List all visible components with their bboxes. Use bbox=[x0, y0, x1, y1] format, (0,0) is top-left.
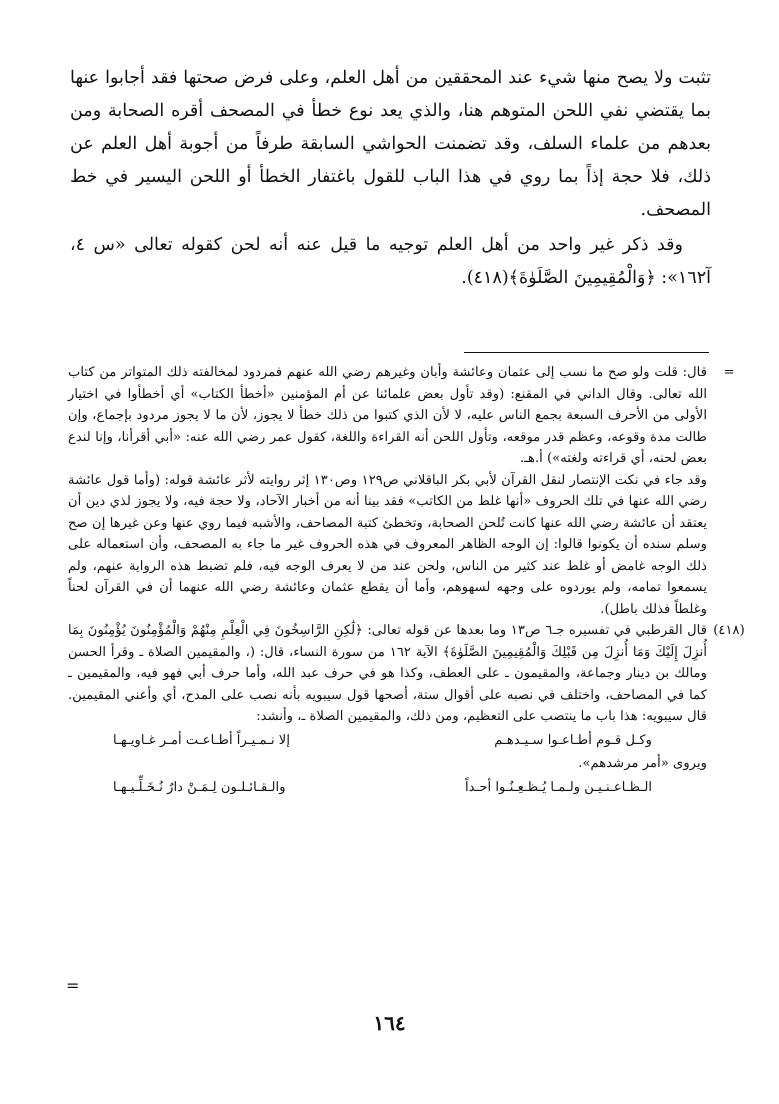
footnote-number: (٤١٨) bbox=[713, 623, 745, 638]
footnotes bbox=[68, 362, 749, 800]
verse-variant-note: ويروى «أمر مرشدهم». bbox=[578, 756, 707, 771]
verse-1-first-hemistich: وكـل قـوم أطـاعـوا سـيـدهـم bbox=[494, 732, 652, 748]
continuation-marker: = bbox=[723, 365, 735, 380]
verse-2-first-hemistich: الـظـاعـنـيـن ولـمـا يُـظـعِـنُـوا أحـداً bbox=[464, 779, 652, 795]
footnote-418-text: قال القرطبي في تفسيره جـ٦ ص١٣ وما بعدها عن قوله تعالى: ﴿لَٰكِنِ الرَّاسِخُونَ فِي الْعِلْمِ مِنْهُمْ وَالْمُؤْمِنُونَ يُؤْمِنُونَ بِمَا أُنزِلَ إِلَيْكَ وَمَا أُنزِلَ مِن قَبْلِكَ وَالْمُقِيمِينَ الصَّلَوٰةَ﴾ الآية ١٦٢ من سورة النساء، قال: (، والمقيمين الصلاة ـ وقرأ الحسن ومالك بن دينار وجماعة، والمقيمون ـ على العطف، وكذا هو في حرف عبد الله، وأما حرف أبي فهو فيه، والمقيمين ـ كما في المصاحف، واختلف في نصبه على أقوال ستة، أصحها قول سيبويه بأنه نصب على المدح، أي وأعني المقيمين. قال سيبويه: هذا باب ما ينتصب على التعظيم، ومن ذلك، والمقيمين الصلاة ـ، وأنشد: bbox=[68, 623, 708, 724]
verse-1-second-hemistich: إلا نـمـيـراً أطـاعـت أمـر غـاويـهـا bbox=[113, 732, 290, 748]
footnote-separator bbox=[464, 352, 709, 353]
continued-marker: = bbox=[66, 976, 80, 995]
main-paragraph-2: وقد ذكر غير واحد من أهل العلم توجيه ما قيل عنه أنه لحن كقوله تعالى «س ٤، آ١٦٢»: ﴿وَالْمُقِيمِينَ الصَّلَوٰةَ﴾(٤١٨). bbox=[70, 235, 711, 288]
footnote-paragraph-2: وقد جاء في نكت الإنتصار لنقل القرآن لأبي بكر الباقلاني ص١٢٩ وص١٣٠ إثر روايته لأثر عائشة قوله: (وأما قول عائشة رضي الله عنها في تلك الحروف «أنها غلط من الكاتب» فقد بينا أنه من أخبار الآحاد، ولا حجة فيه، ولا يجوز لذي دين أن يعتقد أن عائشة رضي الله عنها كانت تُلحن الصحابة، وتخطئ كتبة المصاحف، والأشبه فيما روي عنها وعن غيرها إن صح وسلم سنده أن يكونوا قالوا: إن الوجه الظاهر المعروف في هذه الحروف غير ما جاء به المصحف، وأن استعماله على ذلك الوجه غامض أو غلط عند كثير من الناس، ولحن عند من لا يعرف الوجه فيه، فلم تضبط هذه الرواية عنهم، ولم يسمعوا تمامه، ولم يوردوه على وجهه لسهوهم، وأما أن يقطع عثمان وعائشة رضي الله عنهما أن في القرآن لحناً وغلطاً فذلك باطل). bbox=[68, 472, 708, 617]
poetry-verse-1 bbox=[68, 730, 707, 752]
page-number: ١٦٤ bbox=[373, 1011, 406, 1035]
verse-2-second-hemistich: والـقـائـلـون لِـمَـنْ دارٌ نُـخَـلِّـيـهـا bbox=[113, 779, 286, 795]
poetry-verse-2 bbox=[68, 777, 707, 799]
footnote-paragraph-1: قال: قلت ولو صح ما نسب إلى عثمان وعائشة وأبان وغيرهم رضي الله عنهم فمردود لمخالفته ذلك المتواتر من كتاب الله تعالى. وقال الداني في المقنع: (وقد تأول بعض علمائنا عن أم المؤمنين «أخطأ الكتاب» أي أخطأوا في اختيار الأولى من الأحرف السبعة بجمع الناس عليه، لا لأن الذي كتبوا من ذلك خطأ لا يجوز، لأن ما لا يجوز مردود بإجماع، وإن طالت مدة وقوعه، وعظم قدر موقعه، وتأول اللحن أنه القراءة واللغة، كقول عمر رضي الله عنه: «أبي أقرأنا، وإنا لندع بعض لحنه، أي قراءته ولغته») أ.هـ. bbox=[68, 365, 707, 466]
footnote-418 bbox=[68, 620, 749, 798]
main-text bbox=[70, 62, 711, 295]
footnote-continuation bbox=[68, 362, 749, 620]
main-paragraph-1: تثبت ولا يصح منها شيء عند المحققين من أهل العلم، وعلى فرض صحتها فقد أجابوا عنها بما يقتضي نفي اللحن المتوهم هنا، والذي يعد نوع خطأ في المصحف أقره الصحابة ومن بعدهم من علماء السلف، وقد تضمنت الحواشي السابقة طرفاً من أجوبة أهل العلم عن ذلك، فلا حجة إذاً بما روي في هذا الباب للقول باغتفار الخطأ أو اللحن اليسير في خط المصحف. bbox=[70, 68, 711, 220]
